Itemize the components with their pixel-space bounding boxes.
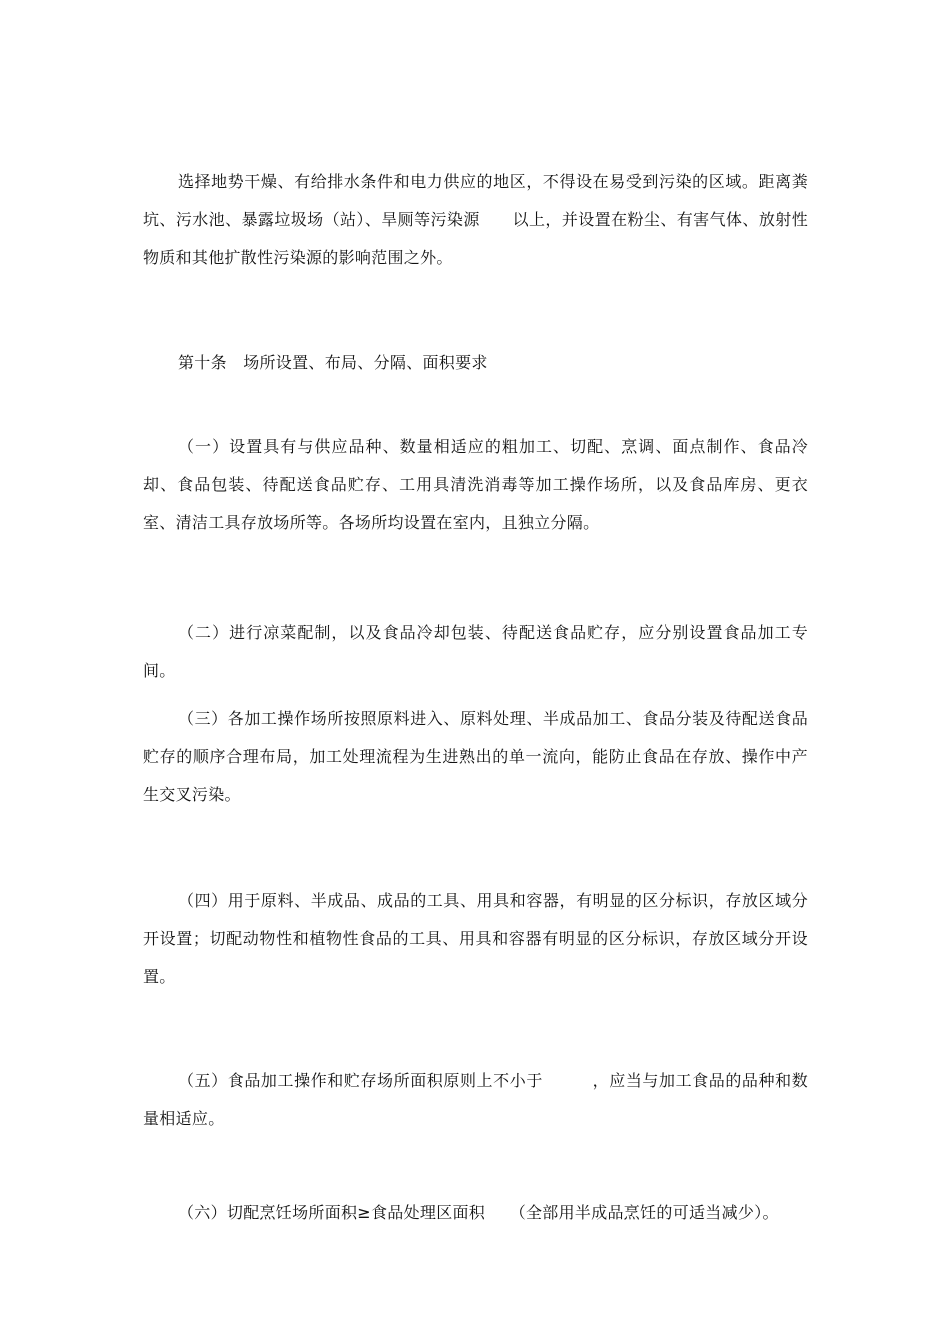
paragraph-item-5: （五）食品加工操作和贮存场所面积原则上不小于 ，应当与加工食品的品种和数量相适应。 bbox=[143, 1071, 808, 1128]
paragraph-site-selection: 选择地势干燥、有给排水条件和电力供应的地区，不得设在易受到污染的区域。距离粪坑、污水池、暴露垃圾场（站）、旱厕等污染源 以上，并设置在粉尘、有害气体、放射性物质和其他扩散性污染源的影响范围之外。 bbox=[143, 172, 808, 267]
paragraph-item-6: （六）切配烹饪场所面积≥食品处理区面积 （全部用半成品烹饪的可适当减少）。 bbox=[178, 1203, 779, 1222]
article-ten-heading: 第十条 场所设置、布局、分隔、面积要求 bbox=[178, 353, 488, 372]
paragraph-item-2: （二）进行凉菜配制，以及食品冷却包装、待配送食品贮存，应分别设置食品加工专间。 bbox=[143, 623, 808, 680]
paragraph-item-3: （三）各加工操作场所按照原料进入、原料处理、半成品加工、食品分装及待配送食品贮存的顺序合理布局，加工处理流程为生进熟出的单一流向，能防止食品在存放、操作中产生交叉污染。 bbox=[143, 709, 808, 804]
paragraph-item-1: （一）设置具有与供应品种、数量相适应的粗加工、切配、烹调、面点制作、食品冷却、食品包装、待配送食品贮存、工用具清洗消毒等加工操作场所，以及食品库房、更衣室、清洁工具存放场所等。各场所均设置在室内，且独立分隔。 bbox=[143, 437, 808, 532]
paragraph-item-4: （四）用于原料、半成品、成品的工具、用具和容器，有明显的区分标识，存放区域分开设置；切配动物性和植物性食品的工具、用具和容器有明显的区分标识，存放区域分开设置。 bbox=[143, 891, 808, 986]
